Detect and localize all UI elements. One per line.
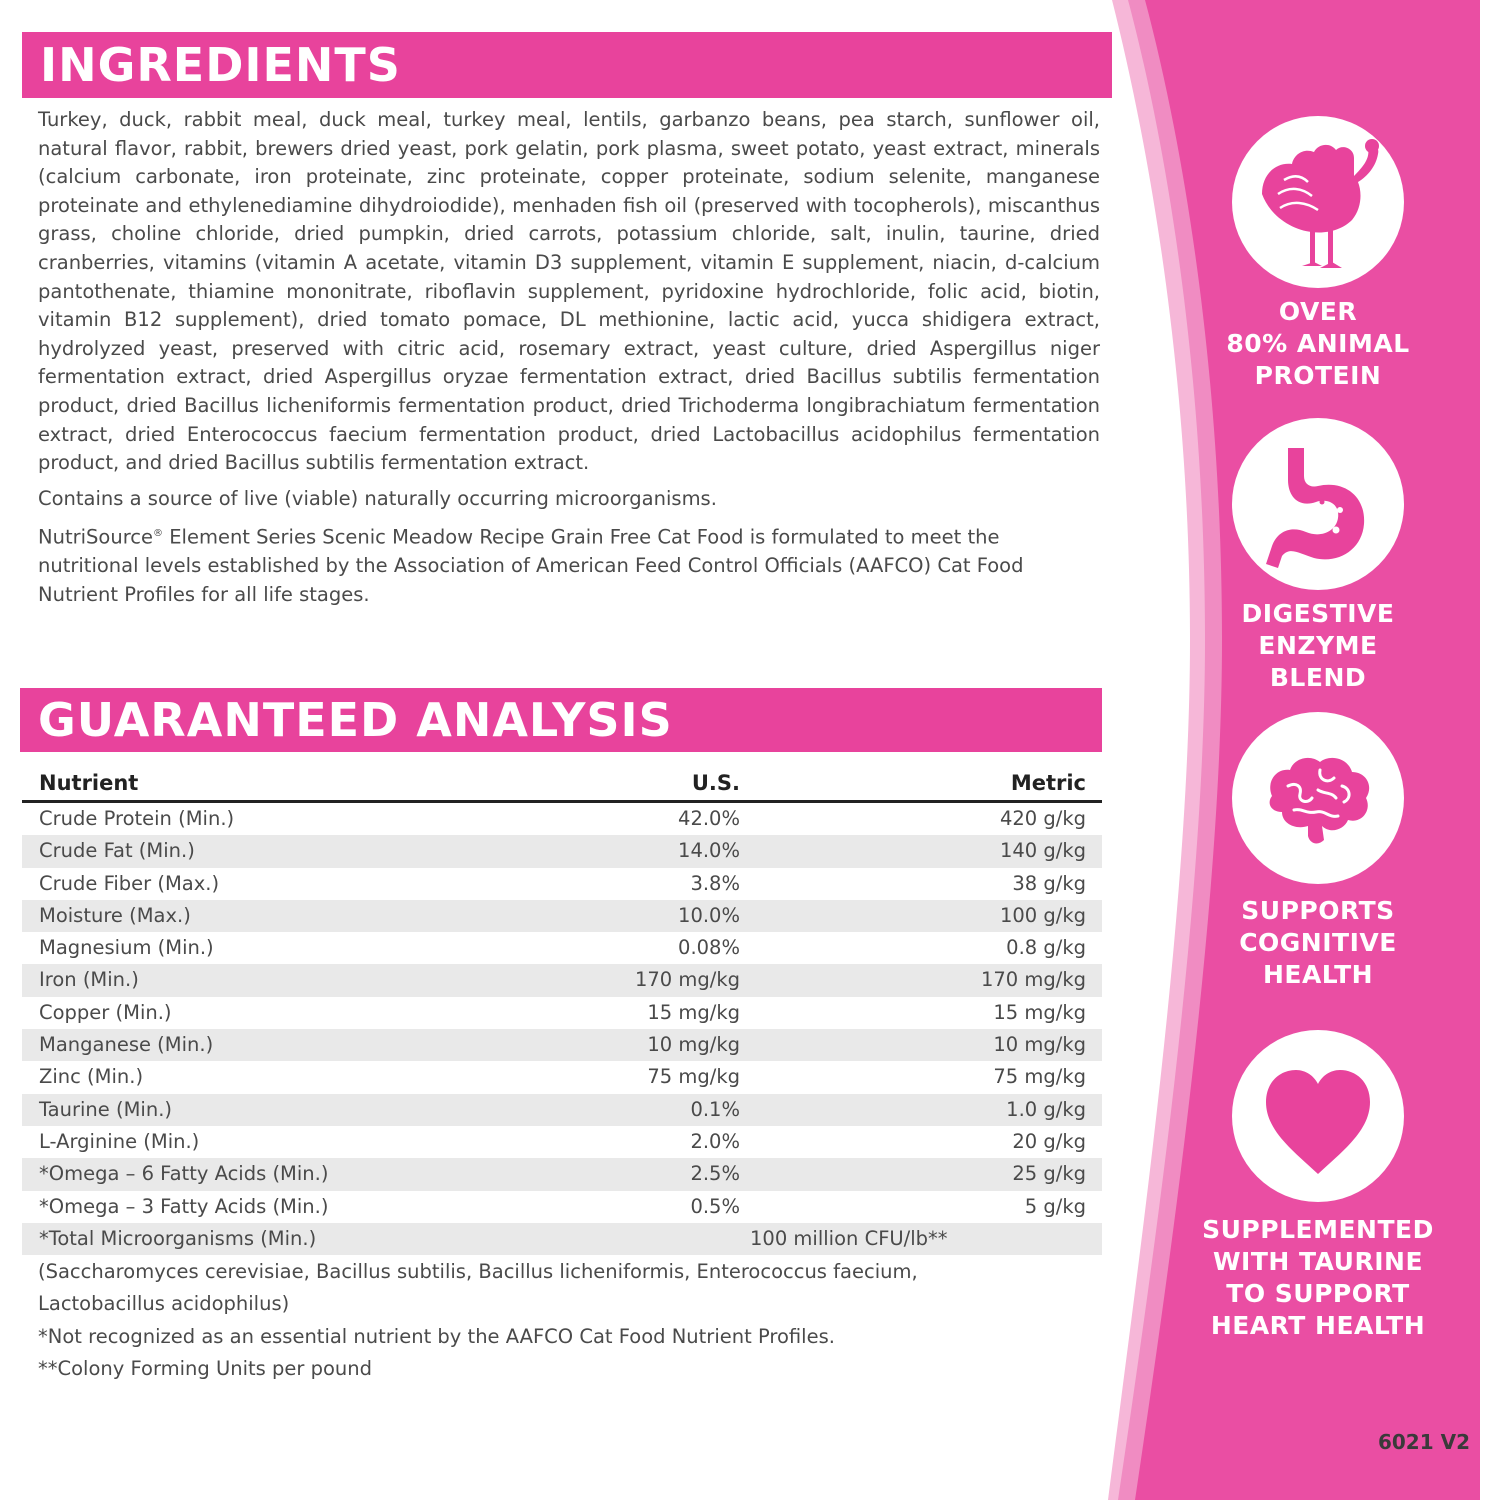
metric-value-cell: 20 g/kg xyxy=(1012,1129,1086,1153)
metric-value-cell: 170 mg/kg xyxy=(980,968,1086,992)
metric-value-cell: 0.8 g/kg xyxy=(1006,936,1086,960)
table-row xyxy=(22,1029,1102,1061)
table-row xyxy=(22,803,1102,835)
live-microorganisms-note: Contains a source of live (viable) naturally occurring microorganisms. xyxy=(38,486,717,510)
stomach-icon xyxy=(1232,418,1404,590)
nutrient-cell: *Omega – 3 Fatty Acids (Min.) xyxy=(39,1194,329,1218)
microorganism-species-note: (Saccharomyces cerevisiae, Bacillus subtilis, Bacillus licheniformis, Enterococcus faecium, xyxy=(38,1260,918,1283)
column-header-nutrient: Nutrient xyxy=(39,771,139,795)
nutrient-cell: Manganese (Min.) xyxy=(39,1033,214,1057)
metric-value-cell: 10 mg/kg xyxy=(993,1033,1086,1057)
metric-value-cell: 5 g/kg xyxy=(1024,1194,1086,1218)
feature-label-cognitive: SUPPORTS COGNITIVE HEALTH xyxy=(1239,896,1397,989)
table-row xyxy=(22,868,1102,900)
column-header-us: U.S. xyxy=(691,771,740,795)
nutrient-cell: Zinc (Min.) xyxy=(39,1065,144,1089)
brand-name: NutriSource xyxy=(38,525,154,549)
metric-value-cell: 140 g/kg xyxy=(999,839,1086,863)
nutrient-cell: Crude Fat (Min.) xyxy=(39,839,195,863)
table-row xyxy=(22,1158,1102,1190)
nutrient-cell: Taurine (Min.) xyxy=(39,1097,172,1121)
us-value-cell: 0.1% xyxy=(690,1097,740,1121)
table-row xyxy=(22,1126,1102,1158)
nutrient-cell: Magnesium (Min.) xyxy=(39,936,214,960)
analysis-heading: GUARANTEED ANALYSIS xyxy=(20,688,1102,752)
registered-mark: ® xyxy=(153,528,164,540)
microorganism-species-note-cont: Lactobacillus acidophilus) xyxy=(38,1292,290,1316)
cfu-footnote: **Colony Forming Units per pound xyxy=(38,1357,373,1381)
table-body xyxy=(22,803,1102,1223)
table-row xyxy=(22,964,1102,996)
metric-value-cell: 15 mg/kg xyxy=(993,1000,1086,1024)
version-code: 6021 V2 xyxy=(1377,1430,1470,1454)
us-value-cell: 10.0% xyxy=(678,903,740,927)
nutrient-cell: Iron (Min.) xyxy=(39,968,139,992)
ingredients-heading: INGREDIENTS xyxy=(22,32,1112,98)
aafco-statement-text: Element Series Scenic Meadow Recipe Grain Free Cat Food is formulated to meet the nutritional levels established by the Association of American Feed Control Officials (AAFCO) Cat Food Nutrient Profiles for all life stages. xyxy=(38,525,1024,606)
us-value-cell: 42.0% xyxy=(678,807,740,830)
table-row xyxy=(22,1094,1102,1126)
table-row xyxy=(22,900,1102,932)
table-header xyxy=(22,768,1102,803)
ingredients-list: Turkey, duck, rabbit meal, duck meal, turkey meal, lentils, garbanzo beans, pea starch, sunflower oil, natural flavor, rabbit, brewers dried yeast, pork gelatin, pork plasma, sweet potato, yeast extract, minerals (calcium carbonate, iron proteinate, zinc proteinate, copper proteinate, sodium selenite, manganese proteinate and ethylenediamine dihydroiodide), menhaden fish oil (preserved with tocopherols), miscanthus grass, choline chloride, dried pumpkin, dried carrots, potassium chloride, salt, inulin, taurine, dried cranberries, vitamins (vitamin A acetate, vitamin D3 supplement, vitamin E supplement, niacin, d-calcium pantothenate, thiamine mononitrate, riboflavin supplement, pyridoxine hydrochloride, folic acid, biotin, vitamin B12 supplement), dried tomato pomace, DL methionine, lactic acid, yucca shidigera extract, hydrolyzed yeast, preserved with citric acid, rosemary extract, yeast culture, dried Aspergillus niger fermentation extract, dried Aspergillus oryzae fermentation extract, dried Bacillus subtilis fermentation product, dried Bacillus licheniformis fermentation product, dried Trichoderma longibrachiatum fermentation extract, dried Enterococcus faecium fermentation product, dried Lactobacillus acidophilus fermentation product, and dried Bacillus subtilis fermentation extract. xyxy=(38,108,1100,475)
metric-value-cell: 75 mg/kg xyxy=(993,1065,1086,1089)
metric-value-cell: 100 g/kg xyxy=(999,903,1086,927)
feature-label-taurine: SUPPLEMENTED WITH TAURINE TO SUPPORT HEART HEALTH xyxy=(1202,1215,1434,1340)
us-value-cell: 2.5% xyxy=(690,1162,740,1186)
table-row xyxy=(22,1061,1102,1093)
brain-icon xyxy=(1232,712,1404,884)
us-value-cell: 3.8% xyxy=(690,871,740,895)
nutrient-cell: Crude Fiber (Max.) xyxy=(39,871,220,895)
feature-label-protein: OVER 80% ANIMAL PROTEIN xyxy=(1226,297,1410,390)
us-value-cell: 170 mg/kg xyxy=(634,968,740,992)
metric-value-cell: 25 g/kg xyxy=(1012,1162,1086,1186)
microorganisms-row xyxy=(22,1223,1102,1255)
table-row xyxy=(22,1191,1102,1223)
nutrient-cell: *Total Microorganisms (Min.) xyxy=(39,1226,317,1250)
us-value-cell: 15 mg/kg xyxy=(647,1000,740,1024)
feature-label-enzyme: DIGESTIVE ENZYME BLEND xyxy=(1241,599,1395,692)
metric-value-cell: 420 g/kg xyxy=(999,807,1086,830)
us-value-cell: 0.5% xyxy=(690,1194,740,1218)
value-cell: 100 million CFU/lb** xyxy=(750,1226,948,1250)
us-value-cell: 75 mg/kg xyxy=(647,1065,740,1089)
table-row xyxy=(22,997,1102,1029)
turkey-icon xyxy=(1232,116,1404,288)
nutrient-cell: Moisture (Max.) xyxy=(39,903,191,927)
metric-value-cell: 38 g/kg xyxy=(1012,871,1086,895)
table-row xyxy=(22,835,1102,867)
table-row xyxy=(22,932,1102,964)
analysis-notes xyxy=(38,1256,1100,1386)
nutrient-cell: Copper (Min.) xyxy=(39,1000,172,1024)
us-value-cell: 10 mg/kg xyxy=(647,1033,740,1057)
metric-value-cell: 1.0 g/kg xyxy=(1006,1097,1086,1121)
nutrient-cell: Crude Protein (Min.) xyxy=(39,807,235,830)
ingredients-body xyxy=(38,106,1100,610)
nutrient-cell: L-Arginine (Min.) xyxy=(39,1129,200,1153)
aafco-footnote: *Not recognized as an essential nutrient by the AAFCO Cat Food Nutrient Profiles. xyxy=(38,1324,835,1348)
analysis-table xyxy=(22,768,1102,1255)
heart-icon xyxy=(1232,1030,1404,1202)
aafco-statement xyxy=(38,520,1100,609)
us-value-cell: 14.0% xyxy=(678,839,740,863)
nutrient-cell: *Omega – 6 Fatty Acids (Min.) xyxy=(39,1162,329,1186)
column-header-metric: Metric xyxy=(1010,771,1086,795)
us-value-cell: 0.08% xyxy=(678,936,740,960)
us-value-cell: 2.0% xyxy=(690,1129,740,1153)
